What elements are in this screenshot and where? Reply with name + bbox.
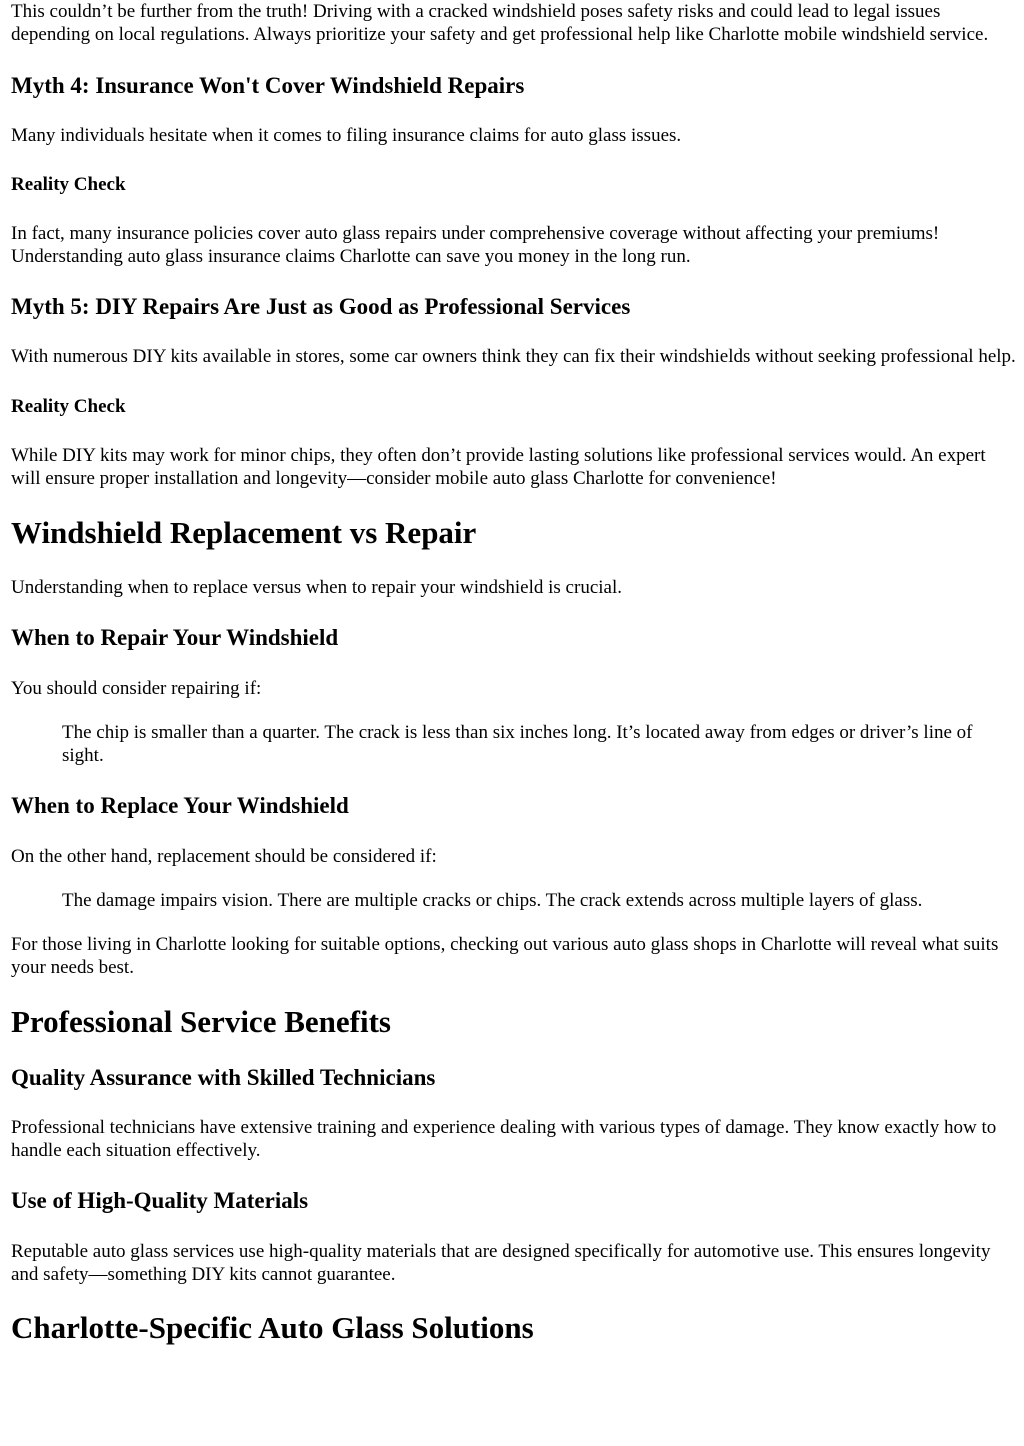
intro-paragraph: This couldn’t be further from the truth! Driving with a cracked windshield poses safety risks and could lead to legal issues depending on local regulations. Always prioritize your safety and get professional help like Charlotte mobile windshield service. [11, 1, 989, 45]
quality-assurance-paragraph: Professional technicians have extensive training and experience dealing with various types of damage. They know exactly how to handle each situation effectively. [11, 1117, 997, 1161]
myth4-reality-heading: Reality Check [11, 174, 126, 195]
when-to-repair-paragraph: You should consider repairing if: [11, 678, 262, 699]
when-to-replace-heading: When to Replace Your Windshield [11, 793, 349, 818]
myth4-reality-paragraph: In fact, many insurance policies cover auto glass repairs under comprehensive coverage without affecting your premiums! Understanding auto glass insurance claims Charlotte can save you money in the long run. [11, 223, 940, 267]
myth5-heading: Myth 5: DIY Repairs Are Just as Good as Professional Services [11, 294, 631, 319]
myth4-paragraph: Many individuals hesitate when it comes to filing insurance claims for auto glass issues. [11, 125, 682, 146]
myth5-reality-paragraph: While DIY kits may work for minor chips, they often don’t provide lasting solutions like professional services would. An expert will ensure proper installation and longevity—consider mobile auto glass Charlotte for convenience! [11, 445, 986, 489]
replacement-vs-repair-heading: Windshield Replacement vs Repair [11, 515, 477, 550]
charlotte-shops-paragraph: For those living in Charlotte looking for suitable options, checking out various auto glass shops in Charlotte will reveal what suits your needs best. [11, 934, 999, 978]
replacement-vs-repair-paragraph: Understanding when to replace versus when to repair your windshield is crucial. [11, 577, 622, 598]
myth4-heading: Myth 4: Insurance Won't Cover Windshield Repairs [11, 73, 525, 98]
when-to-replace-paragraph: On the other hand, replacement should be considered if: [11, 846, 437, 867]
repair-criteria-list: The chip is smaller than a quarter. The crack is less than six inches long. It’s located away from edges or driver’s line of sight. [62, 722, 973, 766]
replace-criteria-list: The damage impairs vision. There are multiple cracks or chips. The crack extends across multiple layers of glass. [62, 890, 923, 911]
myth5-reality-heading: Reality Check [11, 396, 126, 417]
charlotte-solutions-heading: Charlotte-Specific Auto Glass Solutions [11, 1310, 534, 1345]
myth5-paragraph: With numerous DIY kits available in stores, some car owners think they can fix their windshields without seeking professional help. [11, 346, 1016, 367]
professional-benefits-heading: Professional Service Benefits [11, 1004, 391, 1039]
high-quality-materials-heading: Use of High-Quality Materials [11, 1188, 309, 1213]
when-to-repair-heading: When to Repair Your Windshield [11, 625, 339, 650]
article-body [11, 0, 1017, 1346]
quality-assurance-heading: Quality Assurance with Skilled Technicians [11, 1065, 436, 1090]
high-quality-materials-paragraph: Reputable auto glass services use high-quality materials that are designed specifically for automotive use. This ensures longevity and safety—something DIY kits cannot guarantee. [11, 1241, 991, 1285]
